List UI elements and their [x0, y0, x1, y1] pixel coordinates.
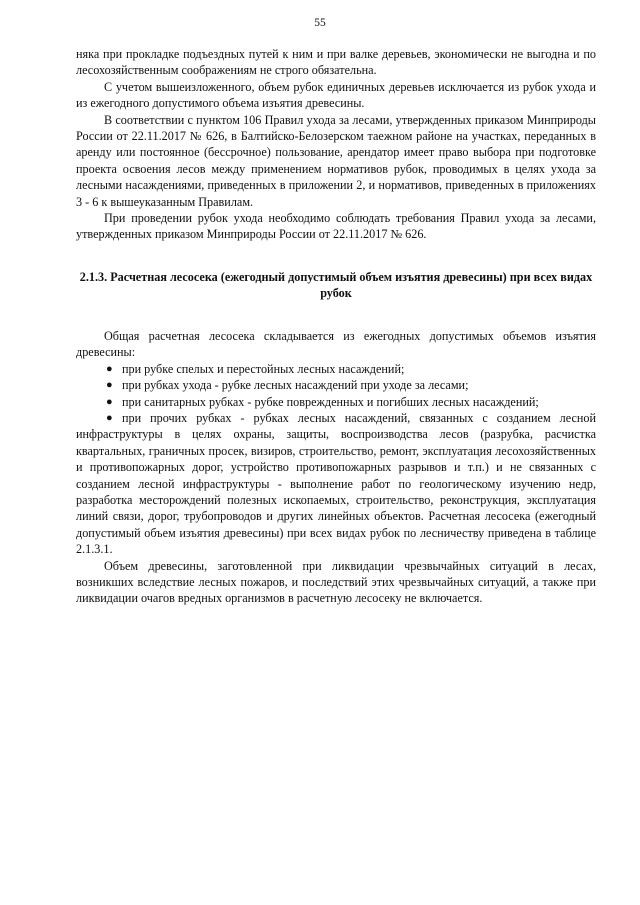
section-heading: 2.1.3. Расчетная лесосека (ежегодный допустимый объем изъятия древесины) при всех видах рубок: [79, 269, 593, 300]
list-item-text: при рубке спелых и перестойных лесных насаждений;: [122, 361, 405, 376]
paragraph-rules-106: В соответствии с пунктом 106 Правил ухода за лесами, утвержденных приказом Минприроды России от 22.11.2017 № 626, в Балтийско-Белозерском таежном районе на участках, переданных в аренду или постоянное (бессрочное) пользование, арендатор имеет право выбора при подготовке проекта освоения лесов между применением нормативов рубок, проводимых в целях ухода за лесными насаждениями, приведенных в приложении 2, и нормативов, приведенных в приложениях 3 - 6 к вышеуказанным Правилам.: [76, 112, 596, 209]
list-item: [76, 394, 596, 410]
list-item: [76, 377, 596, 393]
list-item: [76, 410, 596, 558]
paragraph-care-rules: При проведении рубок ухода необходимо соблюдать требования Правил ухода за лесами, утвержденных приказом Минприроды России от 22.11.2017 № 626.: [76, 211, 596, 242]
list-item-text: при рубках ухода - рубке лесных насаждений при уходе за лесами;: [122, 378, 469, 393]
bullet-icon: ●: [106, 362, 113, 375]
paragraph-intro: Общая расчетная лесосека складывается из ежегодных допустимых объемов изъятия древесины:: [76, 328, 596, 360]
page-number: 55: [314, 17, 326, 29]
list-item-text: при прочих рубках - рубках лесных насаждений, связанных с созданием лесной инфраструктуры в целях охраны, защиты, воспроизводства лесов (разрубка, расчистка квартальных, граничных просек, визиров, строительство, ремонт, эксплуатация лесохозяйственных и противопожарных дорог, устройство противопожарных разрывов и т.п.) и не связанных с созданием лесной инфраструктуры - выполнение работ по геологическому изучению недр, разработка месторождений полезных ископаемых, строительство, реконструкция, эксплуатация линий связи, дорог, трубопроводов и других линейных объектов. Расчетная лесосека (ежегодный допустимый объем изъятия древесины) при всех видах рубок по лесничеству приведена в таблице 2.1.3.1.: [76, 410, 596, 557]
paragraph-continuation: няка при прокладке подъездных путей к ним и при валке деревьев, экономически не выгодна и по лесохозяйственным соображениям не строго обязательна.: [76, 47, 596, 78]
paragraph-closing: Объем древесины, заготовленной при ликвидации чрезвычайных ситуаций в лесах, возникших вследствие лесных пожаров, и последствий этих чрезвычайных ситуаций, а также при ликвидации очагов вредных организмов в расчетную лесосеку не включается.: [76, 558, 596, 606]
list-item: [76, 361, 596, 377]
list-item-text: при санитарных рубках - рубке поврежденных и погибших лесных насаждений;: [122, 394, 539, 409]
bullet-icon: ●: [106, 379, 113, 392]
bullet-icon: ●: [106, 395, 113, 408]
bullet-icon: ●: [106, 411, 113, 424]
page-content: [76, 46, 596, 607]
bullet-list: [76, 361, 596, 558]
paragraph-single-trees: С учетом вышеизложенного, объем рубок единичных деревьев исключается из рубок ухода и из ежегодного допустимого объема изъятия древесины.: [76, 79, 596, 111]
